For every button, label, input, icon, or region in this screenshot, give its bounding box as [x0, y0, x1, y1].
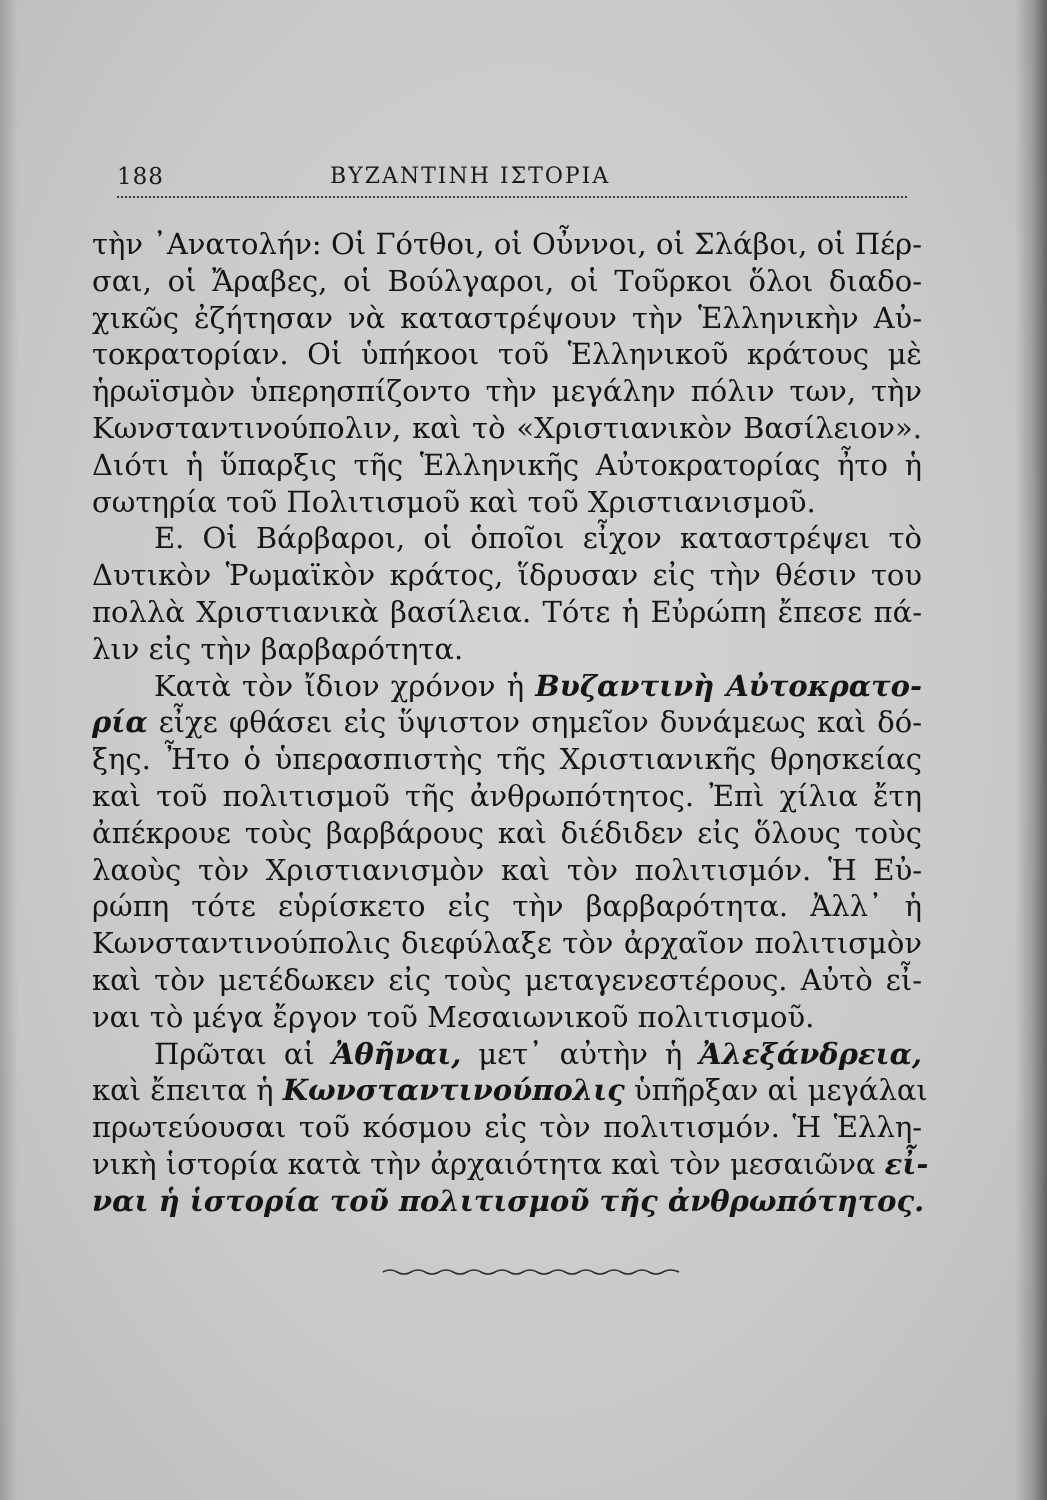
- emphasis-constantinople: Κωνσταντινούπολις: [282, 1073, 625, 1108]
- page-number: 188: [117, 164, 164, 190]
- text-line: ἀπέκρουε τοὺς βαρβάρους καὶ διέδιδεν εἰς ὅλους τοὺς: [92, 815, 922, 850]
- text-line: [92, 1183, 925, 1220]
- book-spine-shadow: [1015, 0, 1047, 1500]
- text-run: νικὴ ἱστορία κατὰ τὴν ἀρχαιότητα καὶ τὸν μεσαιῶνα: [92, 1146, 885, 1181]
- text-run: καὶ ἔπειτα ἡ: [92, 1073, 283, 1108]
- emphasis-byzantine-empire: Βυζαντινὴ Αὐτοκρατο-: [535, 668, 922, 703]
- text-line: λαοὺς τὸν Χριστιανισμὸν καὶ τὸν πολιτισμόν. Ἡ Εὐ-: [92, 852, 922, 887]
- text-line: σωτηρία τοῦ Πολιτισμοῦ καὶ τοῦ Χριστιανισμοῦ.: [92, 484, 816, 519]
- text-line: [92, 1146, 929, 1183]
- text-run: μετ᾽ αὐτὴν ἡ: [461, 1036, 700, 1071]
- text-line: σαι, οἱ Ἄραβες, οἱ Βούλγαροι, οἱ Τοῦρκοι ὅλοι διαδο-: [92, 263, 922, 298]
- emphasis-history-end: ναι ἡ ἱστορία τοῦ πολιτισμοῦ τῆς ἀνθρωπότητος.: [92, 1183, 925, 1218]
- text-line: ναι τὸ μέγα ἔργον τοῦ Μεσαιωνικοῦ πολιτισμοῦ.: [92, 999, 815, 1034]
- text-line: τὴν ᾿Ανατολήν: Οἱ Γότθοι, οἱ Οὖννοι, οἱ Σλάβοι, οἱ Πέρ-: [92, 227, 922, 261]
- text-line: [92, 1072, 928, 1109]
- emphasis-alexandria: Ἀλεξάνδρεια,: [699, 1036, 922, 1071]
- emphasis-history: εἶ-: [884, 1146, 929, 1181]
- text-line: ἡρωϊσμὸν ὑπερησπίζοντο τὴν μεγάλην πόλιν των, τὴν: [92, 374, 922, 409]
- page-header: [117, 164, 907, 200]
- page-edge-shadow: [0, 0, 18, 1500]
- text-line: ξης. Ἦτο ὁ ὑπερασπιστὴς τῆς Χριστιανικῆς θρησκείας: [92, 742, 922, 777]
- text-line: πρωτεύουσαι τοῦ κόσμου εἰς τὸν πολιτισμόν. Ἡ Ἑλλη-: [92, 1110, 922, 1145]
- text-line: Διότι ἡ ὕπαρξις τῆς Ἑλληνικῆς Αὐτοκρατορίας ἦτο ἡ: [92, 447, 922, 482]
- text-line: Ε. Οἱ Βάρβαροι, οἱ ὁποῖοι εἶχον καταστρέψει τὸ: [154, 521, 922, 556]
- text-line: πολλὰ Χριστιανικὰ βασίλεια. Τότε ἡ Εὐρώπη ἔπεσε πά-: [92, 594, 922, 629]
- emphasis-byzantine-empire-end: ρία: [92, 705, 148, 740]
- text-line: [92, 704, 922, 741]
- emphasis-athens: Ἀθῆναι,: [331, 1036, 462, 1071]
- text-line: καὶ τὸν μετέδωκεν εἰς τοὺς μεταγενεστέρους. Αὐτὸ εἶ-: [92, 962, 922, 997]
- text-run: ὑπῆρξαν αἱ μεγάλαι: [624, 1073, 928, 1108]
- text-line: [92, 668, 922, 705]
- text-line: χικῶς ἐζήτησαν νὰ καταστρέψουν τὴν Ἑλληνικὴν Αὐ-: [92, 300, 922, 335]
- header-dotted-rule: [117, 196, 907, 198]
- text-run: εἶχε φθάσει εἰς ὕψιστον σημεῖον δυνάμεως καὶ δό-: [147, 705, 922, 740]
- text-run: Πρῶται αἱ: [154, 1036, 332, 1071]
- text-line: λιν εἰς τὴν βαρβαρότητα.: [92, 631, 464, 666]
- text-line: Κωνσταντινούπολιν, καὶ τὸ «Χριστιανικὸν Βασίλειον».: [92, 410, 922, 445]
- text-line: ρώπη τότε εὑρίσκετο εἰς τὴν βαρβαρότητα. Ἀλλ᾽ ἡ: [92, 889, 922, 924]
- running-title: ΒΥΖΑΝΤΙΝΗ ΙΣΤΟΡΙΑ: [330, 164, 611, 189]
- text-line: [92, 1036, 922, 1073]
- text-line: καὶ τοῦ πολιτισμοῦ τῆς ἀνθρωπότητος. Ἐπὶ χίλια ἔτη: [92, 778, 922, 813]
- tail-ornament-wavy-rule: [383, 1268, 679, 1276]
- text-line: Δυτικὸν Ῥωμαϊκὸν κράτος, ἵδρυσαν εἰς τὴν θέσιν του: [92, 558, 922, 593]
- text-run: Κατὰ τὸν ἴδιον χρόνον ἡ: [154, 668, 536, 703]
- body-text: [92, 226, 929, 1220]
- text-line: τοκρατορίαν. Οἱ ὑπήκοοι τοῦ Ἑλληνικοῦ κράτους μὲ: [92, 337, 922, 372]
- text-line: Κωνσταντινούπολις διεφύλαξε τὸν ἀρχαῖον πολιτισμὸν: [92, 926, 922, 961]
